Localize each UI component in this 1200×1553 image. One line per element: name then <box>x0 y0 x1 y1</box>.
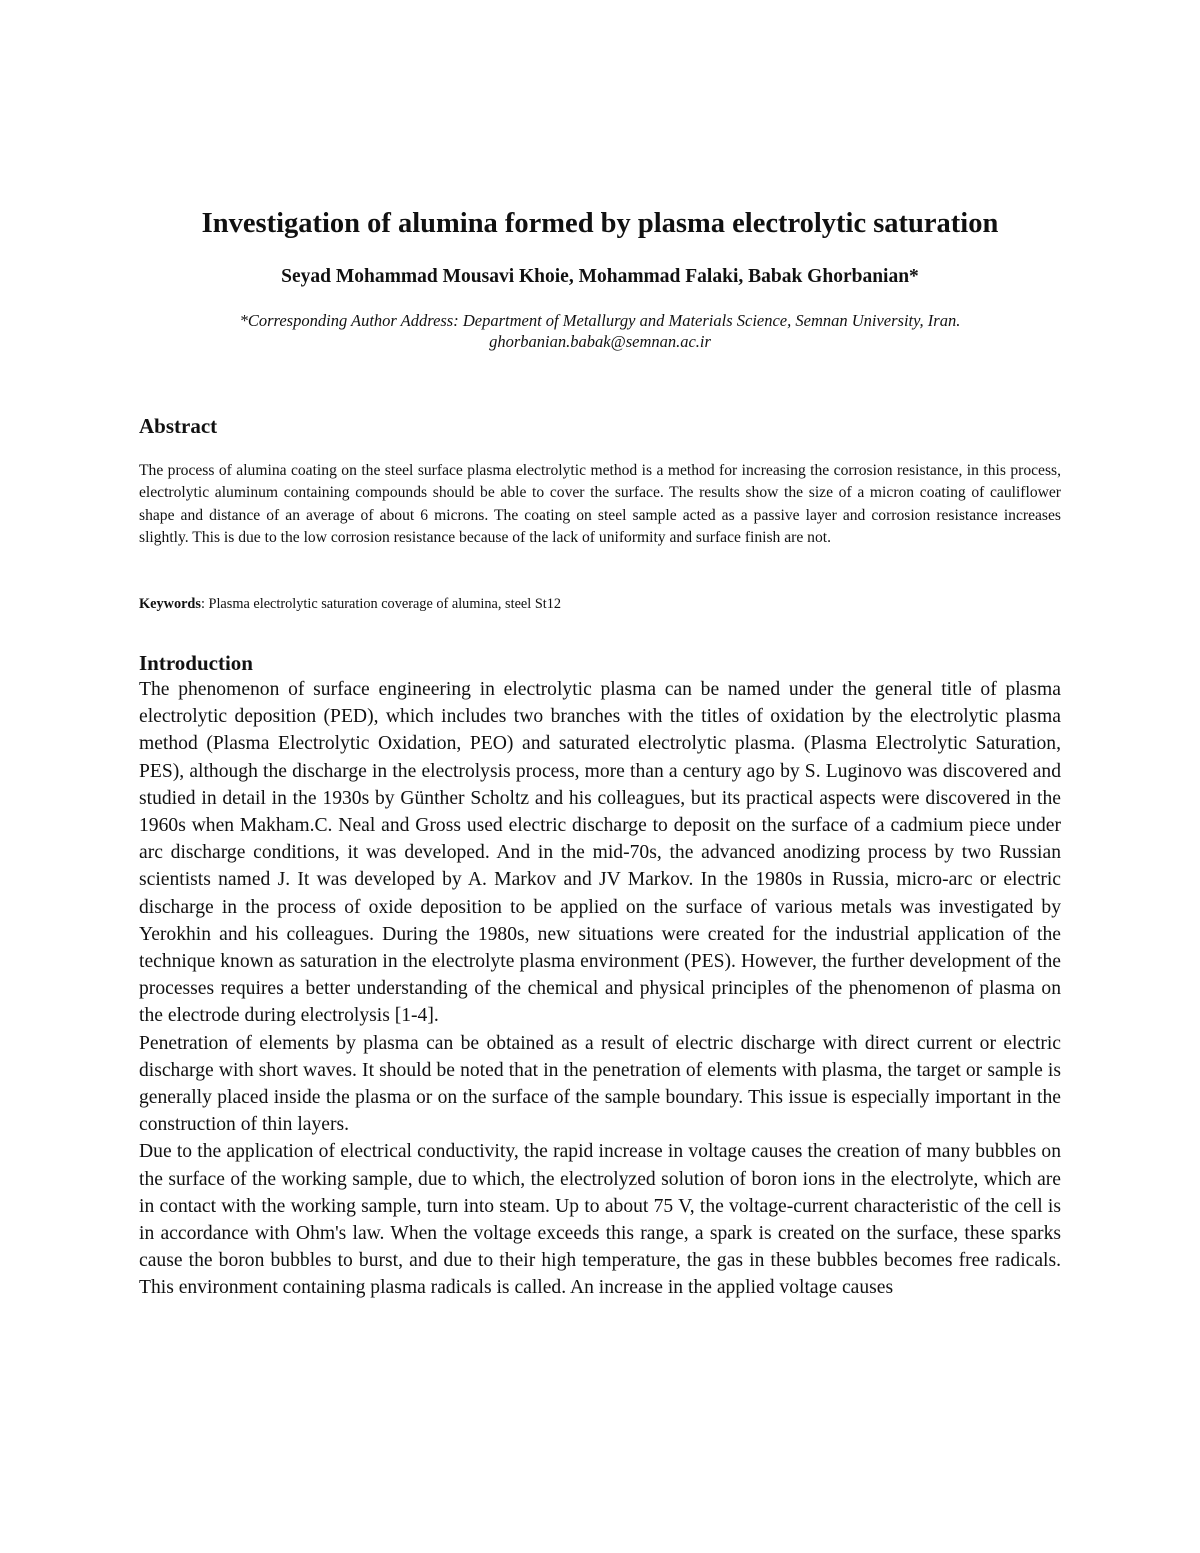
introduction-paragraph: Penetration of elements by plasma can be obtained as a result of electric discharge with direct current or electric discharge with short waves. It should be noted that in the penetration of elements with plasma, the target or sample is generally placed inside the plasma or on the surface of the sample boundary. This issue is especially important in the construction of thin layers. <box>139 1032 1061 1136</box>
keywords-text: : Plasma electrolytic saturation coverage of alumina, steel St12 <box>200 596 562 612</box>
affiliation <box>139 310 1061 352</box>
introduction-paragraph: The phenomenon of surface engineering in electrolytic plasma can be named under the general title of plasma electrolytic deposition (PED), which includes two branches with the titles of oxidation by the electrolytic plasma method (Plasma Electrolytic Oxidation, PEO) and saturated electrolytic plasma. (Plasma Electrolytic Saturation, PES), although the discharge in the electrolysis process, more than a century ago by S. Luginovo was discovered and studied in detail in the 1930s by Günther Scholtz and his colleagues, but its practical aspects were discovered in the 1960s when Makham.C. Neal and Gross used electric discharge to deposit on the surface of a cadmium piece under arc discharge conditions, it was developed. And in the mid-70s, the advanced anodizing process by two Russian scientists named J. It was developed by A. Markov and JV Markov. In the 1980s in Russia, micro-arc or electric discharge in the process of oxide deposition to be applied on the surface of various metals was investigated by Yerokhin and his colleagues. During the 1980s, new situations were created for the industrial application of the technique known as saturation in the electrolyte plasma environment (PES). However, the further development of the processes requires a better understanding of the chemical and physical principles of the phenomenon of plasma on the electrode during electrolysis [1-4]. <box>139 679 1061 1027</box>
affiliation-address: *Corresponding Author Address: Department of Metallurgy and Materials Science, Semnan University, Iran. <box>239 311 961 330</box>
author-list: Seyad Mohammad Mousavi Khoie, Mohammad Falaki, Babak Ghorbanian* <box>281 266 919 287</box>
corresponding-email: ghorbanian.babak@semnan.ac.ir <box>489 332 711 351</box>
introduction-body <box>139 676 1061 1302</box>
keywords-label: Keywords <box>139 596 201 612</box>
introduction-paragraph: Due to the application of electrical conductivity, the rapid increase in voltage causes the creation of many bubbles on the surface of the working sample, due to which, the electrolyzed solution of boron ions in the electrolyte, which are in contact with the working sample, turn into steam. Up to about 75 V, the voltage-current characteristic of the cell is in accordance with Ohm's law. When the voltage exceeds this range, a spark is created on the surface, these sparks cause the boron bubbles to burst, and due to their high temperature, the gas in these bubbles becomes free radicals. This environment containing plasma radicals is called. An increase in the applied voltage causes <box>139 1141 1061 1299</box>
keywords <box>139 594 1061 614</box>
abstract-heading: Abstract <box>139 414 218 438</box>
introduction-heading: Introduction <box>139 651 253 675</box>
abstract-text: The process of alumina coating on the steel surface plasma electrolytic method is a method for increasing the corrosion resistance, in this process, electrolytic aluminum containing compounds should be able to cover the surface. The results show the size of a micron coating of cauliflower shape and distance of an average of about 6 microns. The coating on steel sample acted as a passive layer and corrosion resistance increases slightly. This is due to the low corrosion resistance because of the lack of uniformity and surface finish are not. <box>139 462 1061 547</box>
paper-title: Investigation of alumina formed by plasma electrolytic saturation <box>201 208 999 239</box>
